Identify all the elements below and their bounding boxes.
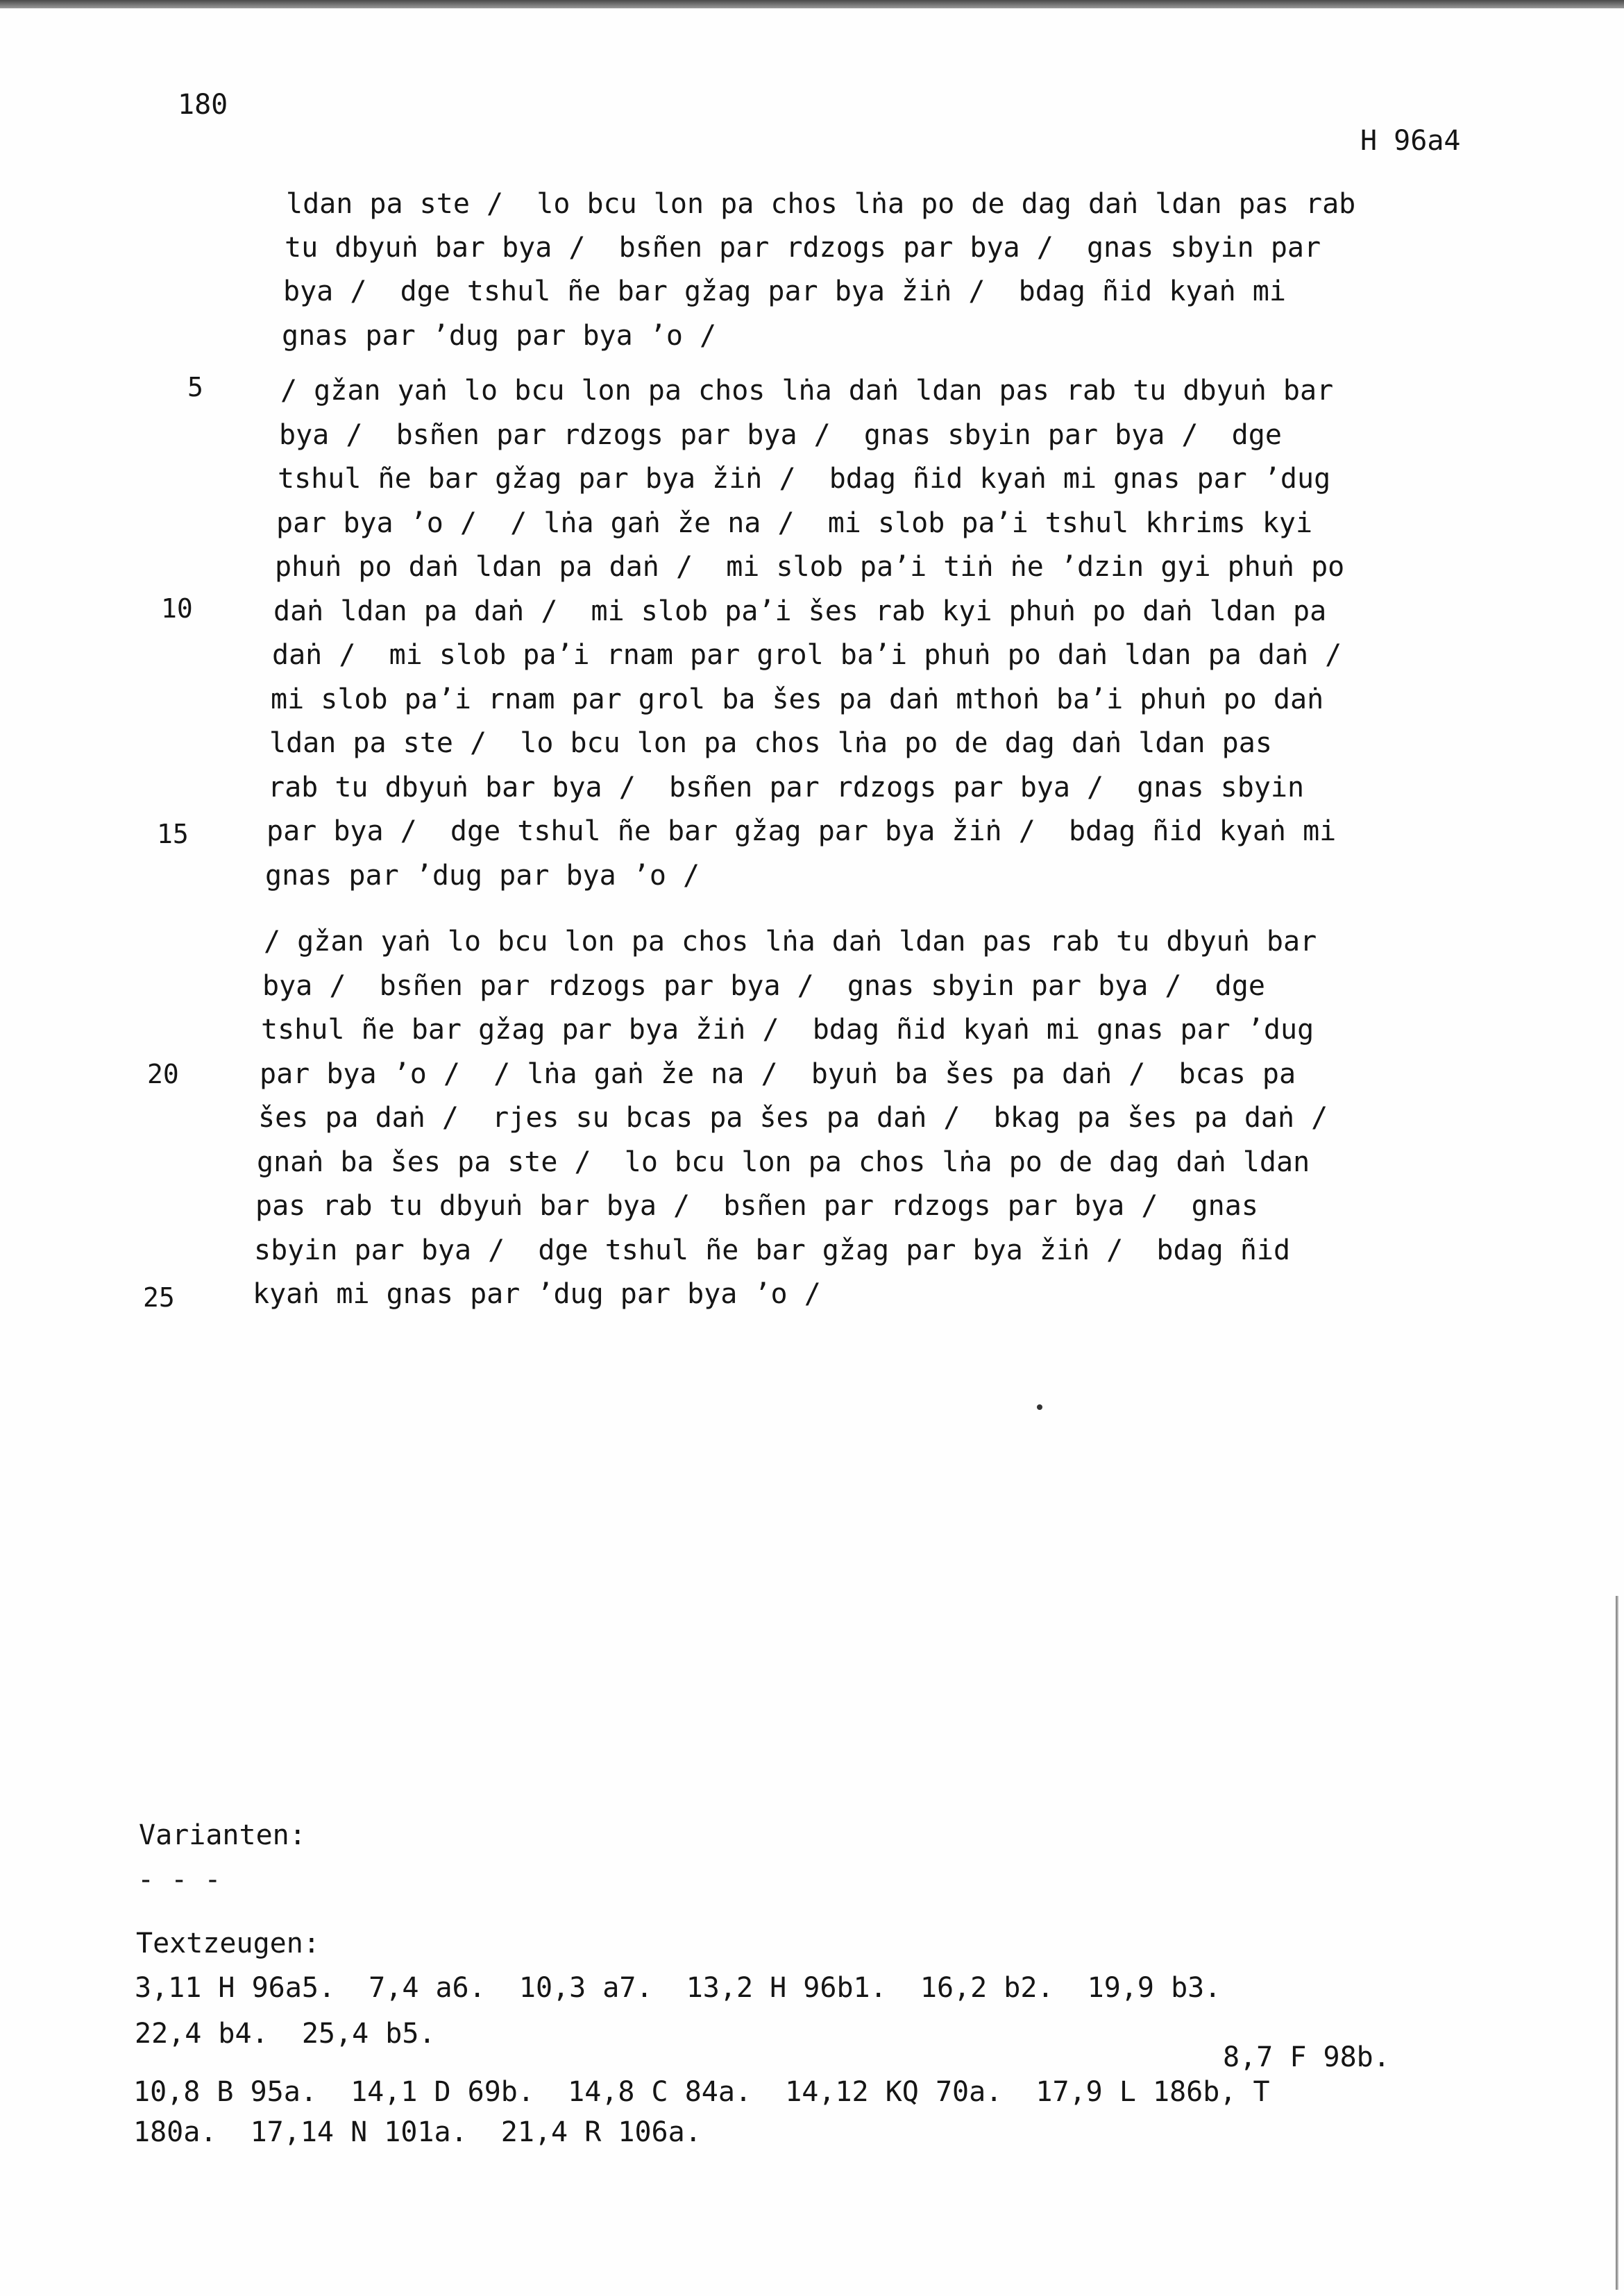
text-line: tshul ñe bar gžag par bya žiṅ / bdag ñid kyaṅ mi gnas par ’dug	[278, 463, 1331, 495]
variants-label: Varianten:	[139, 1819, 306, 1851]
text-line: mi slob pa’i rnam par grol ba šes pa daṅ mthoṅ ba’i phuṅ po daṅ	[271, 683, 1324, 715]
text-line: bya / bsñen par rdzogs par bya / gnas sbyin par bya / dge	[262, 970, 1265, 1002]
text-line: ldan pa ste / lo bcu lon pa chos lṅa po de dag daṅ ldan pas	[269, 727, 1272, 759]
ink-speck	[1037, 1404, 1042, 1410]
folio-reference: H 96a4	[1360, 125, 1461, 157]
text-line: rab tu dbyuṅ bar bya / bsñen par rdzogs par bya / gnas sbyin	[268, 772, 1305, 803]
witness-line: 180a. 17,14 N 101a. 21,4 R 106a.	[133, 2116, 702, 2148]
text-line: ldan pa ste / lo bcu lon pa chos lṅa po de dag daṅ ldan pas rab	[286, 188, 1356, 220]
text-line: par bya / dge tshul ñe bar gžag par bya žiṅ / bdag ñid kyaṅ mi	[267, 815, 1337, 847]
line-number: 5	[187, 372, 203, 402]
page-number: 180	[178, 89, 228, 121]
text-line: kyaṅ mi gnas par ’dug par bya ’o /	[253, 1278, 821, 1310]
scan-top-edge	[0, 0, 1624, 8]
line-number: 25	[143, 1282, 175, 1313]
variants-value: - - -	[137, 1864, 221, 1896]
text-line: daṅ ldan pa daṅ / mi slob pa’i šes rab kyi phuṅ po daṅ ldan pa	[273, 595, 1327, 627]
text-line: sbyin par bya / dge tshul ñe bar gžag par bya žiṅ / bdag ñid	[254, 1234, 1291, 1266]
line-number: 15	[157, 819, 189, 849]
text-line: bya / bsñen par rdzogs par bya / gnas sbyin par bya / dge	[279, 419, 1282, 451]
witness-line: 8,7 F 98b.	[1223, 2041, 1390, 2073]
scan-right-edge	[1616, 1596, 1618, 2290]
line-number: 10	[161, 593, 193, 624]
text-line: šes pa daṅ / rjes su bcas pa šes pa daṅ / bkag pa šes pa daṅ /	[258, 1102, 1328, 1134]
witness-line: 10,8 B 95a. 14,1 D 69b. 14,8 C 84a. 14,12 KQ 70a. 17,9 L 186b, T	[133, 2076, 1270, 2108]
text-line: / gžan yaṅ lo bcu lon pa chos lṅa daṅ ldan pas rab tu dbyuṅ bar	[280, 375, 1334, 407]
text-line: par bya ’o / / lṅa gaṅ že na / byuṅ ba šes pa daṅ / bcas pa	[260, 1058, 1296, 1090]
text-line: tu dbyuṅ bar bya / bsñen par rdzogs par bya / gnas sbyin par	[285, 232, 1321, 264]
witness-line: 22,4 b4. 25,4 b5.	[135, 2018, 436, 2050]
witnesses-label: Textzeugen:	[136, 1928, 320, 1959]
text-line: phuṅ po daṅ ldan pa daṅ / mi slob pa’i tiṅ ṅe ’dzin gyi phuṅ po	[275, 551, 1345, 583]
text-line: gnas par ’dug par bya ’o /	[265, 860, 700, 892]
line-number: 20	[147, 1059, 179, 1089]
witness-line: 3,11 H 96a5. 7,4 a6. 10,3 a7. 13,2 H 96b1. 16,2 b2. 19,9 b3.	[135, 1972, 1221, 2004]
text-line: bya / dge tshul ñe bar gžag par bya žiṅ / bdag ñid kyaṅ mi	[283, 275, 1286, 307]
text-line: gnaṅ ba šes pa ste / lo bcu lon pa chos lṅa po de dag daṅ ldan	[257, 1146, 1310, 1178]
text-line: pas rab tu dbyuṅ bar bya / bsñen par rdzogs par bya / gnas	[255, 1190, 1258, 1222]
text-line: tshul ñe bar gžag par bya žiṅ / bdag ñid kyaṅ mi gnas par ’dug	[261, 1014, 1314, 1046]
text-line: par bya ’o / / lṅa gaṅ že na / mi slob pa’i tshul khrims kyi	[276, 507, 1313, 539]
text-line: daṅ / mi slob pa’i rnam par grol ba’i phuṅ po daṅ ldan pa daṅ /	[272, 639, 1342, 671]
text-line: gnas par ’dug par bya ’o /	[282, 320, 717, 352]
text-line: / gžan yaṅ lo bcu lon pa chos lṅa daṅ ldan pas rab tu dbyuṅ bar	[264, 926, 1317, 958]
